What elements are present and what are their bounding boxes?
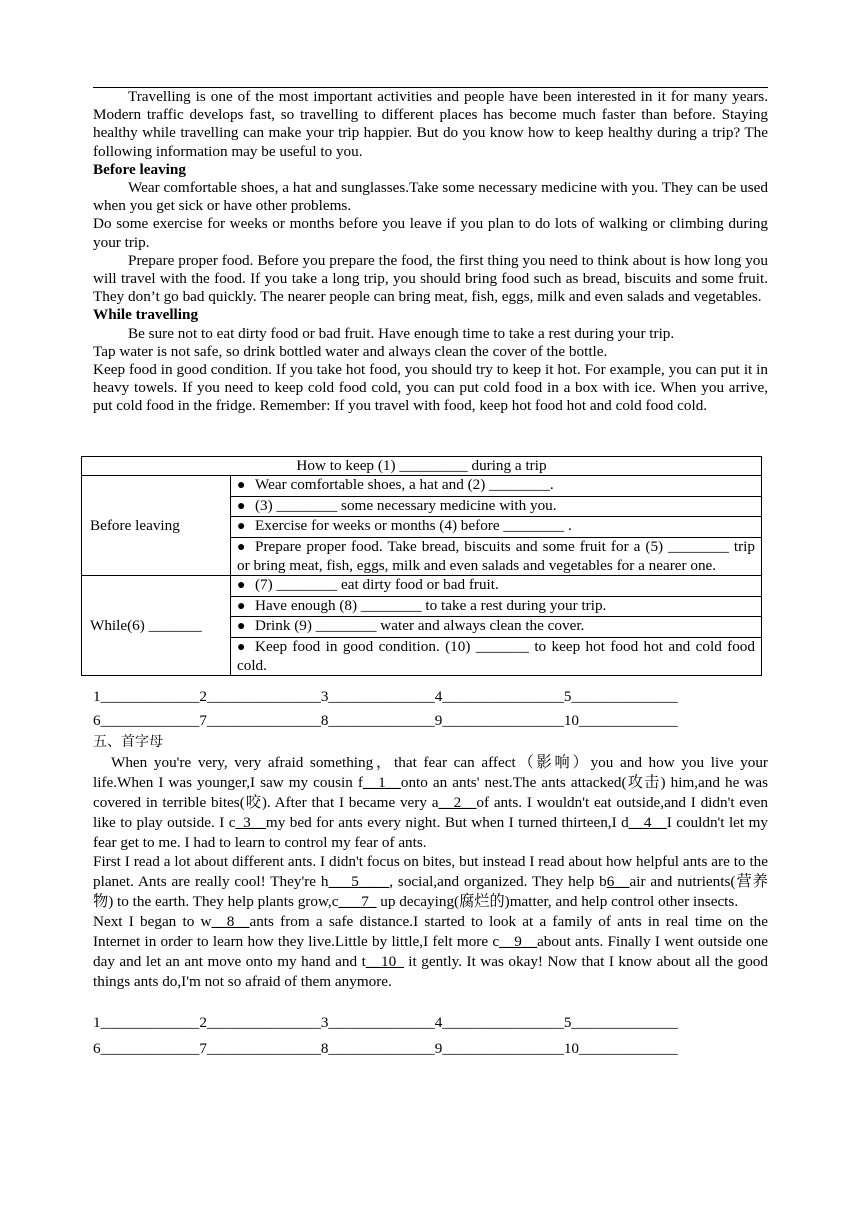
answer-line-3[interactable]: 1_____________2_______________3______________4________________5______________: [93, 1014, 678, 1031]
table-item-before-1: ● Wear comfortable shoes, a hat and (2) ________.: [231, 476, 762, 496]
bullet-icon: ●: [237, 498, 246, 514]
blank-9: __9__: [499, 933, 538, 951]
heading-before-leaving: Before leaving: [93, 160, 186, 178]
bullet-icon: ●: [237, 478, 246, 494]
blank-7: ___7_: [338, 893, 377, 911]
answer-line-4[interactable]: 6_____________7_______________8______________9________________10_____________: [93, 1040, 678, 1057]
category-while: While(6) _______: [82, 576, 231, 676]
blank-10: __10_: [365, 952, 404, 970]
table-item-while-1: ● (7) ________ eat dirty food or bad fruit.: [231, 576, 762, 596]
bullet-icon: ●: [237, 578, 246, 594]
table-item-before-2: ● (3) ________ some necessary medicine with you.: [231, 496, 762, 516]
paragraph-intro: Travelling is one of the most important activities and people have been interested in it for many years. Modern traffic develops fast, so travelling to different places has become much faster than before. Staying healthy while travelling can make your trip happier. But do you know how to keep healthy during a trip? The following information may be useful to you.: [93, 88, 768, 160]
answer-line-1[interactable]: 1_____________2_______________3______________4________________5______________: [93, 688, 678, 705]
bullet-icon: ●: [237, 539, 246, 555]
table-item-while-3: ● Drink (9) ________ water and always clean the cover.: [231, 617, 762, 637]
table-title: How to keep (1) _________ during a trip: [82, 457, 762, 476]
bullet-icon: ●: [237, 598, 246, 614]
paragraph-tap-water: Tap water is not safe, so drink bottled water and always clean the cover of the bottle.: [93, 342, 608, 360]
blank-1: __1__: [362, 773, 401, 791]
section-five-heading: 五、首字母: [93, 734, 163, 750]
blank-5: ___5____: [328, 873, 390, 891]
summary-table: [81, 456, 762, 676]
paragraph-shoes: Wear comfortable shoes, a hat and sunglasses.Take some necessary medicine with you. They can be used when you get sick or have other problems.: [93, 179, 768, 215]
blank-4: __4__: [628, 813, 667, 831]
blank-8: __8__: [211, 913, 250, 931]
answer-line-2[interactable]: 6_____________7_______________8______________9________________10_____________: [93, 712, 678, 729]
reading-passage: [93, 88, 768, 416]
cloze-paragraph-2: First I read a lot about different ants. I didn't focus on bites, but instead I read about how helpful ants are to the planet. Ants are really cool! They're h___5____, social,and organized. They help b6__air and nutrients(营养物) to the earth. They help plants grow,c___7_ up decaying(腐烂的)matter, and help control other insects.: [93, 853, 768, 911]
table-item-before-4: ● Prepare proper food. Take bread, biscuits and some fruit for a (5) ________ trip or bring meat, fish, eggs, milk and even salads and vegetables for a nearer one.: [231, 537, 762, 576]
paragraph-food: Prepare proper food. Before you prepare the food, the first thing you need to think about is how long you will travel with the food. If you take a long trip, you should bring food such as bread, biscuits and some fruit. They don’t go bad quickly. The nearer people can bring meat, fish, eggs, milk and even salads and vegetables.: [93, 251, 768, 306]
category-before-leaving: Before leaving: [82, 476, 231, 576]
blank-3: _3__: [235, 813, 266, 831]
section-five: [93, 733, 768, 992]
paragraph-dirty-food: Be sure not to eat dirty food or bad fruit. Have enough time to take a rest during your trip.: [128, 324, 675, 342]
heading-while-travelling: While travelling: [93, 306, 199, 324]
table-item-while-2: ● Have enough (8) ________ to take a rest during your trip.: [231, 596, 762, 616]
bullet-icon: ●: [237, 519, 246, 535]
table-item-while-4: ● Keep food in good condition. (10) _______ to keep hot food hot and cold food cold.: [231, 637, 762, 676]
bullet-icon: ●: [237, 619, 246, 635]
table-item-before-3: ● Exercise for weeks or months (4) before ________ .: [231, 517, 762, 537]
cloze-paragraph-1: When you're very, very afraid something，that fear can affect（影响）you and how you live your life.When I was younger,I saw my cousin f__1__onto an ants' nest.The ants attacked(攻击) him,and he was covered in terrible bites(咬). After that I became very a__2__of ants. I wouldn't eat outside,and I didn't even like to play outside. I c_3__my bed for ants every night. But when I turned thirteen,I d__4__I couldn't let my fear get to me. I had to learn to control my fear of ants.: [93, 753, 769, 851]
paragraph-exercise: Do some exercise for weeks or months before you leave if you plan to do lots of walking or climbing during your trip.: [93, 215, 768, 251]
bullet-icon: ●: [237, 639, 246, 655]
cloze-paragraph-3: Next I began to w__8__ants from a safe distance.I started to look at a family of ants in real time on the Internet in order to learn how they live.Little by little,I felt more c__9__about ants. Finally I went outside one day and let an ant move onto my hand and t__10_ it gently. It was okay! Now that I know about all the good things ants do,I'm not so afraid of them anymore.: [93, 913, 769, 990]
blank-6: 6__: [606, 873, 630, 891]
paragraph-keep-food: Keep food in good condition. If you take hot food, you should try to keep it hot. For example, you can put it in heavy towels. If you need to keep cold food cold, you can put cold food in a box with ice. When you arrive, put cold food in the fridge. Remember: If you travel with food, keep hot food hot and cold food cold.: [93, 361, 768, 415]
blank-2: __2__: [438, 793, 477, 811]
